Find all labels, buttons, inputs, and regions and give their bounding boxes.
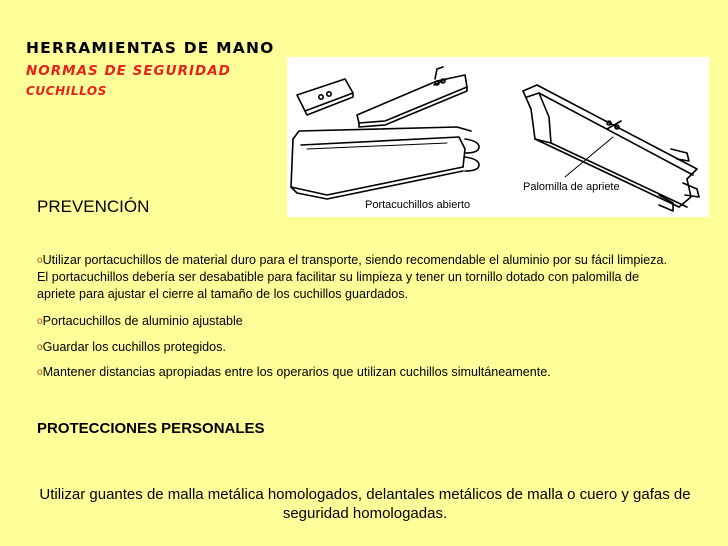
- personal-protection-text: Utilizar guantes de malla metálica homologados, delantales metálicos de malla o cuero y gafas de seguridad homologadas.: [39, 486, 691, 522]
- prevention-item-text: Guardar los cuchillos protegidos.: [42, 340, 226, 354]
- wingnut-label: Palomilla de apriete: [523, 181, 620, 193]
- prevention-heading: PREVENCIÓN: [37, 197, 150, 216]
- flat-plate-drawing: [357, 67, 467, 127]
- page-topic: CUCHILLOS: [26, 84, 107, 98]
- small-plate-drawing: [297, 79, 353, 115]
- bullet-marker: o: [37, 367, 43, 378]
- bullet-marker: o: [37, 342, 43, 353]
- page-title: HERRAMIENTAS DE MANO: [26, 39, 275, 57]
- knife-holder-illustration: [287, 57, 709, 217]
- open-holder-drawing: [291, 127, 479, 199]
- page-subtitle: NORMAS DE SEGURIDAD: [26, 63, 231, 79]
- prevention-item-text: Utilizar portacuchillos de material duro para el transporte, siendo recomendable el aluminio por su fácil limpieza. El portacuchillos debería ser desabatible para facilitar su limpieza y tener un tornillo dotado con palomilla de apriete para ajustar el cierre al tamaño de los cuchillos guardados.: [37, 253, 667, 301]
- personal-protection-heading: PROTECCIONES PERSONALES: [37, 420, 265, 437]
- prevention-item-text: Mantener distancias apropiadas entre los operarios que utilizan cuchillos simultáneamente.: [42, 365, 551, 379]
- open-holder-label: Portacuchillos abierto: [365, 199, 471, 211]
- prevention-item-text: Portacuchillos de aluminio ajustable: [42, 314, 243, 328]
- prevention-item: [37, 252, 677, 303]
- prevention-item: [37, 313, 677, 330]
- bullet-marker: o: [37, 316, 43, 327]
- bullet-marker: o: [37, 255, 43, 266]
- prevention-item: [37, 364, 677, 381]
- prevention-item: [37, 339, 677, 356]
